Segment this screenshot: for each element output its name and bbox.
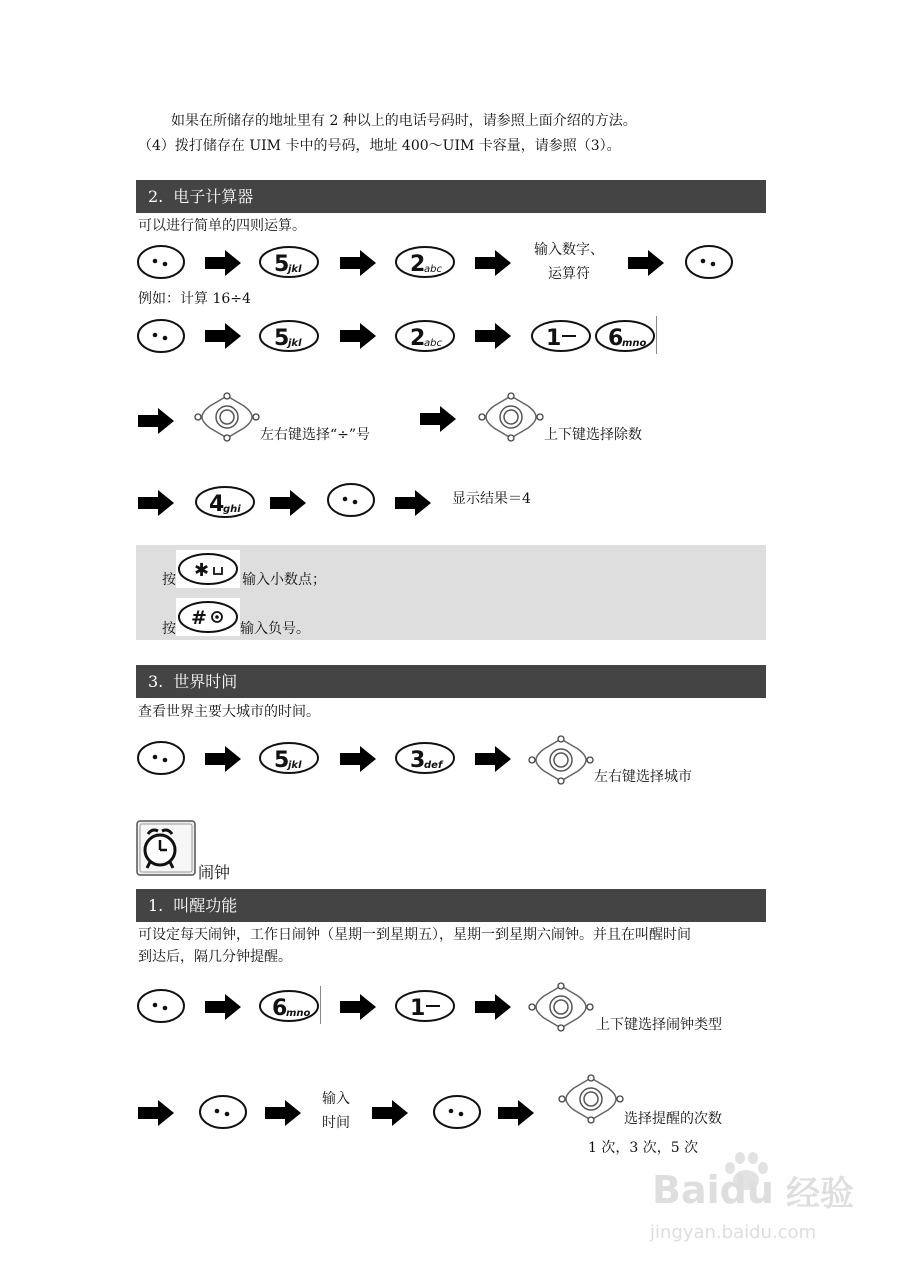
section-bar-wakeup — [136, 889, 766, 922]
arrow-icon — [340, 746, 376, 772]
hash-key-icon — [176, 598, 240, 636]
result-text: 显示结果＝4 — [452, 491, 531, 507]
divider — [656, 316, 657, 354]
svg-text:1: 1 — [410, 996, 426, 1021]
key-3-icon — [394, 740, 456, 776]
key-4-icon — [194, 484, 256, 520]
arrow-icon — [498, 1100, 534, 1126]
arrow-icon — [475, 250, 511, 276]
input-time-line-2: 时间 — [322, 1115, 350, 1131]
section-title: 电子计算器 — [173, 187, 254, 206]
intro-line-1: 如果在所储存的地址里有 2 种以上的电话号码时，请参照上面介绍的方法。 — [171, 113, 637, 129]
svg-text:4: 4 — [209, 492, 225, 517]
softkey-icon — [136, 318, 186, 354]
svg-text:jkl: jkl — [288, 760, 302, 771]
step-note-line-2: 运算符 — [548, 266, 590, 282]
softkey-icon — [432, 1094, 482, 1130]
softkey-icon — [684, 244, 734, 280]
svg-text:6: 6 — [272, 996, 288, 1021]
svg-text:2: 2 — [410, 326, 426, 351]
key-5-icon — [258, 244, 320, 280]
arrow-icon — [475, 994, 511, 1020]
arrow-icon — [475, 746, 511, 772]
section-number: 3. — [148, 672, 164, 691]
svg-text:5: 5 — [274, 252, 290, 277]
section-title: 世界时间 — [173, 672, 238, 691]
tip-2-text: 输入负号。 — [240, 621, 310, 637]
alarm-type-note: 上下键选择闹钟类型 — [596, 1017, 722, 1033]
svg-text:6: 6 — [608, 326, 624, 351]
watermark-cn: 经验 — [786, 1174, 854, 1214]
key-2-icon — [394, 244, 456, 280]
world-time-description: 查看世界主要大城市的时间。 — [138, 704, 320, 720]
dpad-icon — [526, 735, 596, 785]
svg-text:✱: ✱ — [194, 560, 210, 581]
svg-text:ghi: ghi — [223, 504, 241, 515]
key-1-icon — [530, 318, 592, 354]
watermark-brand: Baidu — [652, 1168, 774, 1212]
arrow-icon — [265, 1100, 301, 1126]
key-5-icon — [258, 318, 320, 354]
svg-text:mno: mno — [622, 338, 647, 349]
tip-2-prefix: 按 — [162, 621, 176, 637]
alarm-description-1: 可设定每天闹钟，工作日闹钟（星期一到星期五），星期一到星期六闹钟。并且在叫醒时间 — [138, 927, 691, 943]
arrow-icon — [205, 994, 241, 1020]
svg-text:mno: mno — [286, 1008, 311, 1019]
intro-line-2: （4）拨打储存在 UIM 卡中的号码，地址 400～UIM 卡容量，请参照（3）。 — [138, 138, 621, 154]
dpad-icon — [526, 982, 596, 1032]
section-bar-calculator — [136, 180, 766, 213]
arrow-icon — [475, 323, 511, 349]
tip-1-prefix: 按 — [162, 572, 176, 588]
key-2-icon — [394, 318, 456, 354]
section-title: 叫醒功能 — [173, 896, 238, 915]
step-note-line-1: 输入数字、 — [534, 242, 604, 258]
alarm-clock-icon — [136, 820, 196, 876]
star-key-icon — [176, 550, 240, 588]
svg-text:jkl: jkl — [288, 264, 302, 275]
svg-text:3: 3 — [410, 748, 426, 773]
arrow-icon — [205, 746, 241, 772]
dpad-icon — [476, 392, 546, 442]
svg-text:5: 5 — [274, 326, 290, 351]
svg-text:abc: abc — [424, 338, 442, 349]
arrow-icon — [340, 323, 376, 349]
arrow-icon — [372, 1100, 408, 1126]
key-6-icon — [258, 988, 320, 1024]
softkey-icon — [136, 988, 186, 1024]
arrow-icon — [270, 490, 306, 516]
section-bar-world-time — [136, 665, 766, 698]
arrow-icon — [340, 994, 376, 1020]
arrow-icon — [138, 490, 174, 516]
alarm-heading: 闹钟 — [198, 863, 231, 882]
svg-text:2: 2 — [410, 252, 426, 277]
calculator-description: 可以进行简单的四则运算。 — [138, 218, 306, 234]
dpad-icon — [556, 1074, 626, 1124]
world-time-note: 左右键选择城市 — [594, 769, 692, 785]
arrow-icon — [340, 250, 376, 276]
arrow-icon — [138, 1100, 174, 1126]
svg-text:#: # — [191, 607, 207, 629]
key-5-icon — [258, 740, 320, 776]
watermark-url: jingyan.baidu.com — [650, 1222, 817, 1243]
section-number: 1. — [148, 896, 164, 915]
svg-text:1: 1 — [546, 326, 562, 351]
svg-text:abc: abc — [424, 264, 442, 275]
key-1-icon — [394, 988, 456, 1024]
softkey-icon — [198, 1094, 248, 1130]
dpad-icon — [192, 392, 262, 442]
softkey-icon — [326, 482, 376, 518]
input-time-line-1: 输入 — [322, 1091, 350, 1107]
arrow-icon — [420, 406, 456, 432]
svg-text:jkl: jkl — [288, 338, 302, 349]
arrow-icon — [138, 408, 174, 434]
tip-1-text: 输入小数点； — [242, 572, 326, 588]
reminder-count-options: 1 次，3 次，5 次 — [588, 1140, 699, 1156]
svg-text:def: def — [424, 760, 443, 771]
arrow-icon — [628, 250, 664, 276]
softkey-icon — [136, 244, 186, 280]
alarm-description-2: 到达后，隔几分钟提醒。 — [138, 949, 292, 965]
softkey-icon — [136, 740, 186, 776]
divider — [320, 986, 321, 1024]
arrow-icon — [395, 490, 431, 516]
lr-key-note: 左右键选择“÷”号 — [260, 427, 371, 443]
key-6-icon — [594, 318, 656, 354]
ud-key-note: 上下键选择除数 — [544, 427, 642, 443]
reminder-count-note: 选择提醒的次数 — [624, 1111, 722, 1127]
arrow-icon — [205, 250, 241, 276]
section-number: 2. — [148, 187, 164, 206]
svg-text:5: 5 — [274, 748, 290, 773]
example-text: 例如：计算 16÷4 — [138, 291, 251, 307]
arrow-icon — [205, 323, 241, 349]
